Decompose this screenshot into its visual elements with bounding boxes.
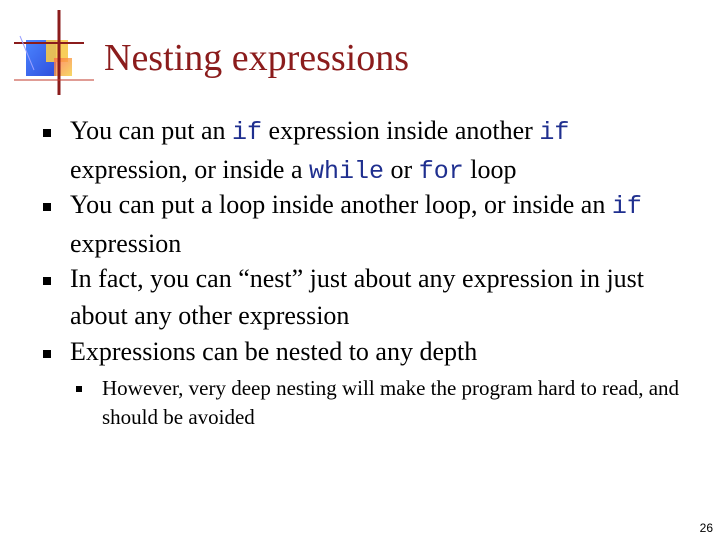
code-keyword: if bbox=[611, 192, 642, 221]
decorative-logo-icon bbox=[14, 10, 94, 95]
bullet-text: expression inside another bbox=[262, 116, 540, 145]
code-keyword: if bbox=[232, 118, 263, 147]
sub-bullet-item-1: However, very deep nesting will make the program hard to read, and should be avoided bbox=[102, 376, 680, 429]
bullet-text: expression, or inside a bbox=[70, 155, 310, 184]
slide-title: Nesting expressions bbox=[104, 37, 410, 79]
bullet-text: or bbox=[384, 155, 419, 184]
page-number: 26 bbox=[699, 521, 713, 535]
square-bullet-icon bbox=[43, 129, 51, 137]
bullet-item-3 bbox=[70, 260, 690, 334]
square-bullet-icon bbox=[43, 277, 51, 285]
bullet-text: You can put an bbox=[70, 116, 233, 145]
bullet-text: expression bbox=[70, 229, 182, 258]
bullet-text: In fact, you can “nest” just about any expression in just about any other expression bbox=[70, 264, 645, 330]
bullet-item-2 bbox=[70, 186, 690, 262]
square-bullet-icon bbox=[43, 203, 51, 211]
bullet-text: Expressions can be nested to any depth bbox=[70, 337, 478, 366]
square-bullet-icon bbox=[76, 386, 82, 392]
bullet-text: loop bbox=[463, 155, 517, 184]
bullet-item-4 bbox=[70, 333, 690, 370]
code-keyword: while bbox=[309, 157, 385, 186]
code-keyword: for bbox=[418, 157, 464, 186]
bullet-text: You can put a loop inside another loop, or inside an bbox=[70, 190, 612, 219]
bullet-item-1 bbox=[70, 112, 690, 190]
square-bullet-icon bbox=[43, 350, 51, 358]
code-keyword: if bbox=[539, 118, 570, 147]
